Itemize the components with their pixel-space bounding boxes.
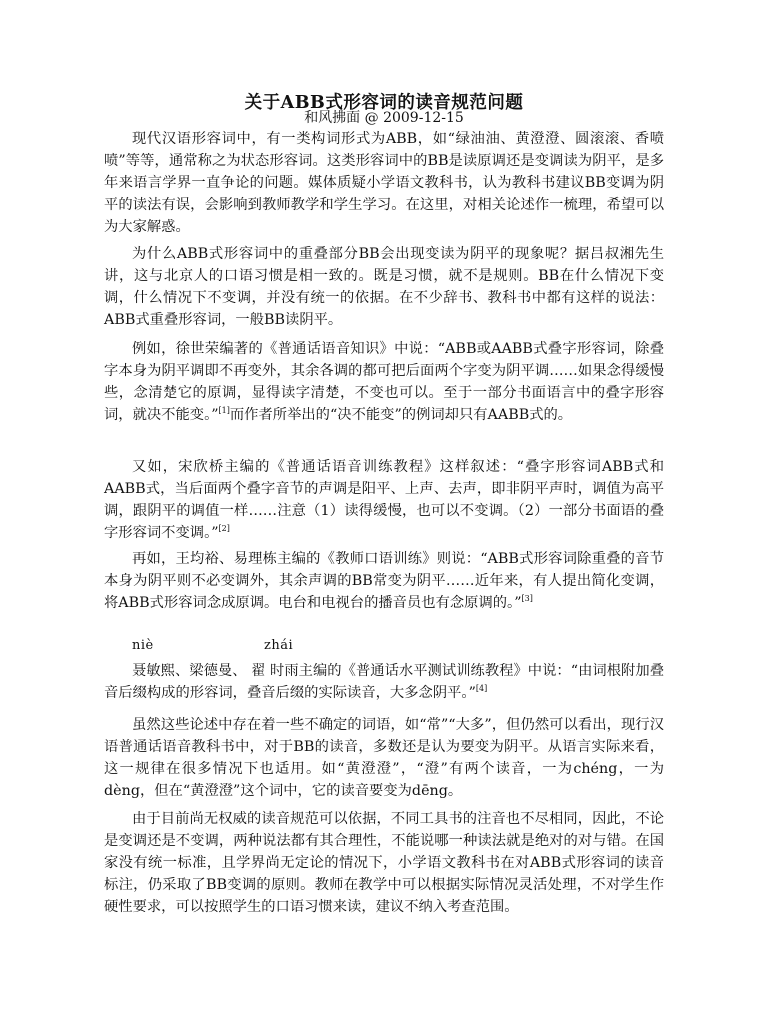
citation-ref: [1]: [218, 406, 230, 416]
paragraph-example-xu: [104, 338, 664, 426]
paragraph-text: 再如，王均裕、易理栋主编的《教师口语训练》则说：“ABB式形容词除重叠的音节本身为阴平则不必变调外，其余声调的BB常变为阴平……近年来，有人提出简化变调，将ABB式形容词念成原调。电台和电视台的播音员也有念原调的。”: [104, 551, 664, 611]
paragraph-text: 又如，宋欣桥主编的《普通话语音训练教程》这样叙述：“叠字形容词ABB式和AABB式，当后面两个叠字音节的声调是阳平、上声、去声，即非阴平声时，调值为高平调，跟阴平的调值一样……注意（1）读得缓慢，也可以不变调。（2）一部分书面语的叠字形容词不变调。”: [104, 459, 664, 541]
citation-ref: [2]: [218, 524, 230, 534]
paragraph-text-tail: 而作者所举出的“决不能变”的例词却只有AABB式的。: [229, 407, 573, 423]
paragraph-why: 为什么ABB式形容词中的重叠部分BB会出现变读为阴平的现象呢？据吕叔湘先生讲，这与北京人的口语习惯是相一致的。既是习惯，就不是规则。BB在什么情况下变调，什么情况下不变调，并没有统一的依据。在不少辞书、教科书中都有这样的说法：ABB式重叠形容词，一般BB读阴平。: [104, 246, 664, 328]
paragraph-conclusion: 由于目前尚无权威的读音规范可以依据，不同工具书的注音也不尽相同，因此，不论是变调还是不变调，两种说法都有其合理性，不能说哪一种读法就是绝对的对与错。在国家没有统一标准，且学界尚无定论的情况下，小学语文教科书在对ABB式形容词的读音标注，仍采取了BB变调的原则。教师在教学中可以根据实际情况灵活处理，不对学生作硬性要求，可以按照学生的口语习惯来读，建议不纳入考查范围。: [104, 811, 664, 915]
paragraph-example-song: [104, 456, 664, 544]
pinyin-zhai: zhái: [264, 638, 294, 653]
paragraph-analysis: 虽然这些论述中存在着一些不确定的词语，如“常”“大多”，但仍然可以看出，现行汉语普通话语音教科书中，对于BB的读音，多数还是认为要变为阴平。从语言实际来看，这一规律在很多情况下也适用。如“黄澄澄”，“澄”有两个读音，一为chéng，一为dèng，但在“黄澄澄”这个词中，它的读音要变为dēng。: [104, 717, 664, 799]
citation-ref: [4]: [475, 684, 488, 694]
paragraph-intro: 现代汉语形容词中，有一类构词形式为ABB，如“绿油油、黄澄澄、圆滚滚、香喷喷”等等，通常称之为状态形容词。这类形容词中的BB是读原调还是变调读为阴平，是多年来语言学界一直争论的问题。媒体质疑小学语文教科书，认为教科书建议BB变调为阴平的读法有误，会影响到教师教学和学生学习。在这里，对相关论述作一梳理，希望可以为大家解惑。: [104, 131, 664, 235]
document-byline: 和风拂面 @ 2009-12-15: [304, 110, 464, 126]
pinyin-nie: niè: [132, 638, 154, 653]
document-title: 关于ABB式形容词的读音规范问题: [244, 93, 524, 113]
paragraph-text: 例如，徐世荣编著的《普通话语音知识》中说：“ABB或AABB式叠字形容词，除叠字本身为阴平调即不再变外，其余各调的都可把后面两个字变为阴平调……如果念得缓慢些，念清楚它的原调，显得读字清楚，不变也可以。至于一部分书面语言中的叠字形容词，就决不能变。”: [104, 341, 664, 423]
citation-ref: [3]: [521, 594, 533, 604]
paragraph-text: 聂敏熙、梁德曼、 翟 时雨主编的《普通话水平测试训练教程》中说：“由词根附加叠音后缀构成的形容词，叠音后缀的实际读音，大多念阴平。”: [104, 663, 664, 701]
paragraph-example-wang: [104, 548, 664, 614]
paragraph-example-nie: [104, 660, 664, 704]
